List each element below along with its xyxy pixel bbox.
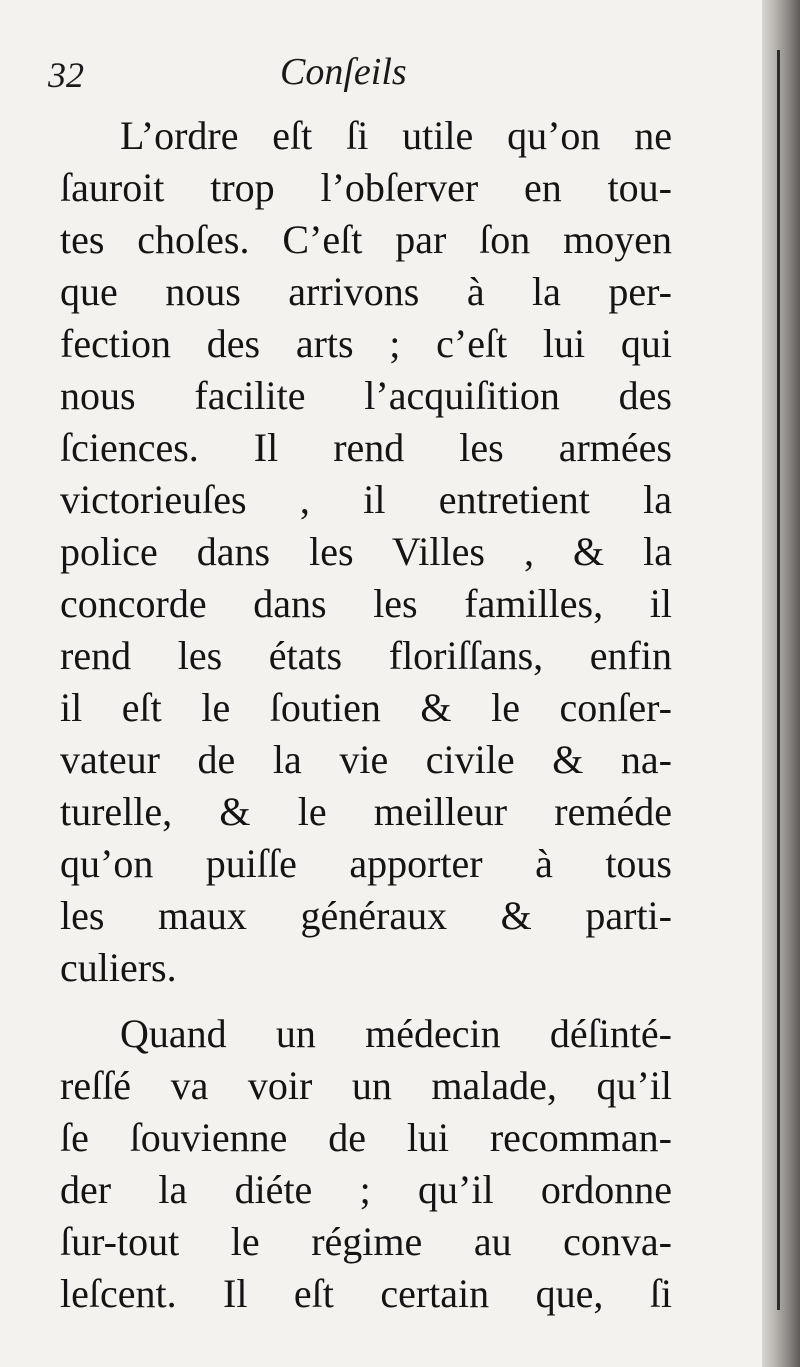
- text-line: culiers.: [60, 945, 177, 990]
- text-line: vateur de la vie civile & na-: [60, 737, 672, 782]
- page-header: [48, 50, 678, 100]
- text-line: Quand un médecin déſinté-: [120, 1011, 672, 1056]
- text-line: L’ordre eſt ſi utile qu’on ne: [120, 113, 672, 158]
- page-edge-shadow: [762, 0, 800, 1367]
- paragraph-2: [60, 1008, 672, 1320]
- text-line: victorieuſes , il entretient la: [60, 477, 672, 522]
- text-line: ſauroit trop l’obſerver en tou-: [60, 165, 672, 210]
- text-line: turelle, & le meilleur reméde: [60, 789, 672, 834]
- page-number: 32: [48, 55, 84, 95]
- text-line: der la diéte ; qu’il ordonne: [60, 1167, 672, 1212]
- paragraph-1: [60, 110, 672, 994]
- body-text: [60, 110, 672, 1320]
- text-line: reſſé va voir un malade, qu’il: [60, 1063, 672, 1108]
- text-line: ſe ſouvienne de lui recomman-: [60, 1115, 672, 1160]
- text-line: ſciences. Il rend les armées: [60, 425, 672, 470]
- text-line: fection des arts ; c’eſt lui qui: [60, 321, 672, 366]
- text-line: leſcent. Il eſt certain que, ſi: [60, 1271, 672, 1316]
- text-line: nous facilite l’acquiſition des: [60, 373, 672, 418]
- text-line: les maux généraux & parti-: [60, 893, 672, 938]
- text-line: il eſt le ſoutien & le conſer-: [60, 685, 672, 730]
- text-line: rend les états floriſſans, enfin: [60, 633, 672, 678]
- text-line: tes choſes. C’eſt par ſon moyen: [60, 217, 672, 262]
- text-line: police dans les Villes , & la: [60, 529, 672, 574]
- running-head: Conſeils: [280, 51, 407, 93]
- text-line: concorde dans les familles, il: [60, 581, 672, 626]
- text-line: que nous arrivons à la per-: [60, 269, 672, 314]
- text-line: qu’on puiſſe apporter à tous: [60, 841, 672, 886]
- page-edge-line: [777, 50, 780, 1310]
- text-line: ſur-tout le régime au conva-: [60, 1219, 672, 1264]
